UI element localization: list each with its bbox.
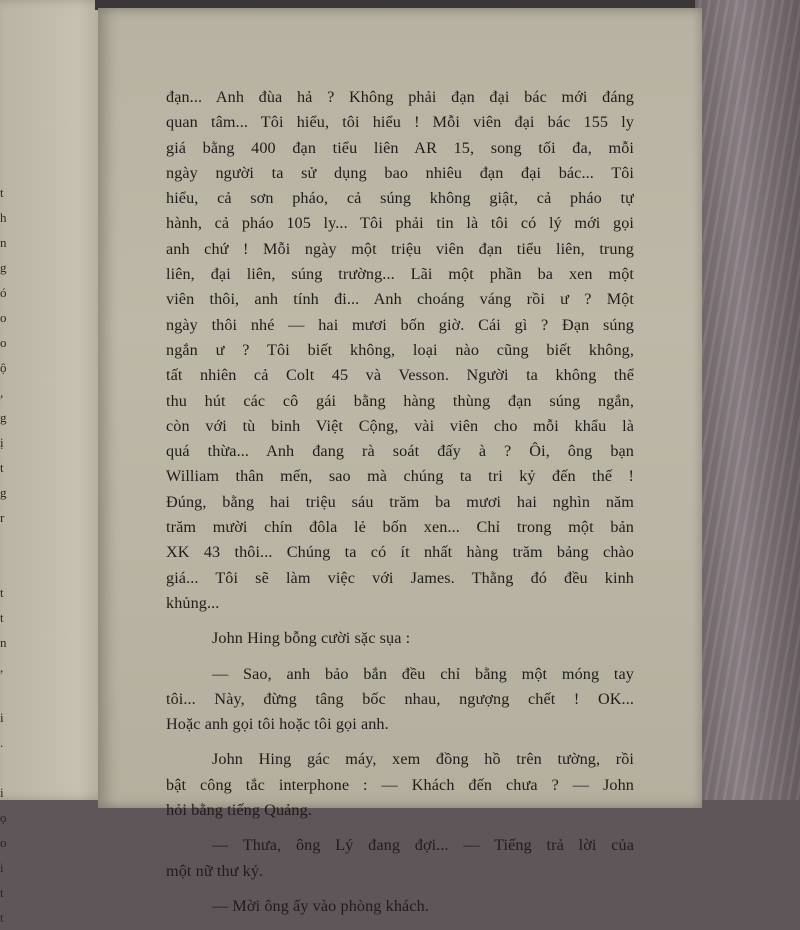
paragraph-gap — [166, 737, 634, 747]
previous-page-letter: i — [0, 710, 4, 725]
previous-page-letter: n — [0, 235, 7, 250]
previous-page-letter: t — [0, 610, 4, 625]
previous-page-letter — [0, 755, 12, 780]
previous-page-letter: h — [0, 210, 7, 225]
text-line: tôi... Này, đừng tâng bốc nhau, ngượng chết ! OK... — [166, 689, 634, 708]
text-line: quan tâm... Tôi hiểu, tôi hiểu ! Mỗi viên đại bác 155 ly — [166, 113, 634, 132]
previous-page-letter: r — [0, 510, 5, 525]
previous-page-letter: t — [0, 460, 4, 475]
text-line: khủng... — [166, 593, 220, 612]
text-line: còn với tù binh Việt Cộng, vài viên cho mỗi khẩu là — [166, 416, 634, 435]
text-line: giá... Tôi sẽ làm việc với James. Thằng đó đều kinh — [166, 568, 634, 587]
text-line: Hoặc anh gọi tôi hoặc tôi gọi anh. — [166, 715, 389, 734]
text-line: John Hing bỗng cười sặc sụa : — [212, 629, 411, 648]
previous-page-letter — [0, 530, 12, 555]
wooden-surface — [690, 0, 800, 800]
previous-page-letter — [0, 680, 12, 705]
page-body-text — [166, 85, 634, 919]
text-line: ngắn ư ? Tôi biết không, loại nào cũng biết không, — [166, 340, 634, 359]
text-line: ngày thôi nhé — hai mươi bốn giờ. Cái gì ? Đạn súng — [166, 315, 634, 334]
text-line: một nữ thư ký. — [166, 861, 264, 880]
text-line: XK 43 thôi... Chúng ta có ít nhất hàng trăm bảng chào — [166, 543, 634, 562]
paragraph-gap — [166, 823, 634, 833]
text-line: trăm mười chín đôla lẻ bốn xen... Chỉ trong một bản — [166, 518, 634, 537]
previous-page-letter: t — [0, 585, 4, 600]
paragraph-gap — [166, 616, 634, 626]
previous-page-letter: g — [0, 260, 7, 275]
text-line: quá thừa... Anh đang rà soát đấy à ? Ôi, ông bạn — [166, 442, 634, 461]
paragraph-gap — [166, 652, 634, 662]
text-line: tất nhiên cả Colt 45 và Vesson. Người ta không thể — [166, 366, 634, 385]
text-line: — Sao, anh bảo bắn đều chỉ bằng một móng tay — [212, 664, 634, 683]
previous-page-letter: ọ — [0, 810, 7, 825]
previous-page-letter: g — [0, 410, 7, 425]
text-line: bật công tắc interphone : — Khách đến chưa ? — John — [166, 775, 634, 794]
previous-page-letter: , — [0, 385, 4, 400]
text-line: giá bằng 400 đạn tiểu liên AR 15, song tối đa, mỗi — [166, 138, 634, 157]
previous-page-letter: . — [0, 735, 4, 750]
previous-page-letter: i — [0, 860, 4, 875]
text-line: đạn... Anh đùa hả ? Không phải đạn đại bác mới đáng — [166, 88, 634, 106]
text-line: ngày người ta sử dụng bao nhiêu đạn đại bác... Tôi — [166, 163, 634, 182]
previous-page-letter: n — [0, 635, 7, 650]
previous-page-letter-fragments — [0, 180, 12, 930]
previous-page-letter: t — [0, 910, 4, 925]
text-line: hỏi bằng tiếng Quảng. — [166, 801, 312, 820]
paragraph-gap — [166, 884, 634, 894]
previous-page-letter: o — [0, 310, 7, 325]
previous-page-letter: ộ — [0, 360, 7, 375]
previous-page-letter — [0, 555, 12, 580]
text-line: anh chứ ! Mỗi ngày một triệu viên đạn tiểu liên, trung — [166, 239, 634, 258]
previous-page-letter: o — [0, 835, 7, 850]
text-line: — Mời ông ấy vào phòng khách. — [212, 896, 429, 915]
previous-page-letter: , — [0, 660, 4, 675]
text-line: — Thưa, ông Lý đang đợi... — Tiếng trả lời của — [212, 836, 634, 855]
text-line: thu hút các cô gái bằng hàng thùng đạn súng ngắn, — [166, 391, 634, 410]
text-line: viên thôi, anh tính đi... Anh choáng váng rồi ư ? Một — [166, 290, 634, 309]
text-line: William thân mến, sao mà chúng ta tri kỷ đến thế ! — [166, 467, 634, 486]
previous-page-letter: t — [0, 885, 4, 900]
text-line: John Hing gác máy, xem đồng hồ trên tường, rồi — [212, 750, 634, 769]
previous-page-letter: i — [0, 785, 4, 800]
previous-page-edge — [0, 0, 112, 925]
previous-page-letter: ị — [0, 435, 4, 450]
text-line: liên, đại liên, súng trường... Lãi một phần ba xen một — [166, 265, 634, 284]
text-line: hiểu, cả sơn pháo, cả súng không giật, cả pháo tự — [166, 189, 634, 208]
previous-page-letter: t — [0, 185, 4, 200]
text-line: Đúng, bằng hai triệu sáu trăm ba mươi hai nghìn năm — [166, 492, 634, 511]
previous-page-letter: g — [0, 485, 7, 500]
previous-page-letter: ó — [0, 285, 7, 300]
previous-page-letter: o — [0, 335, 7, 350]
book-page — [98, 8, 702, 915]
text-line: hành, cả pháo 105 ly... Tôi phải tin là tôi có lý mới gọi — [166, 214, 634, 233]
